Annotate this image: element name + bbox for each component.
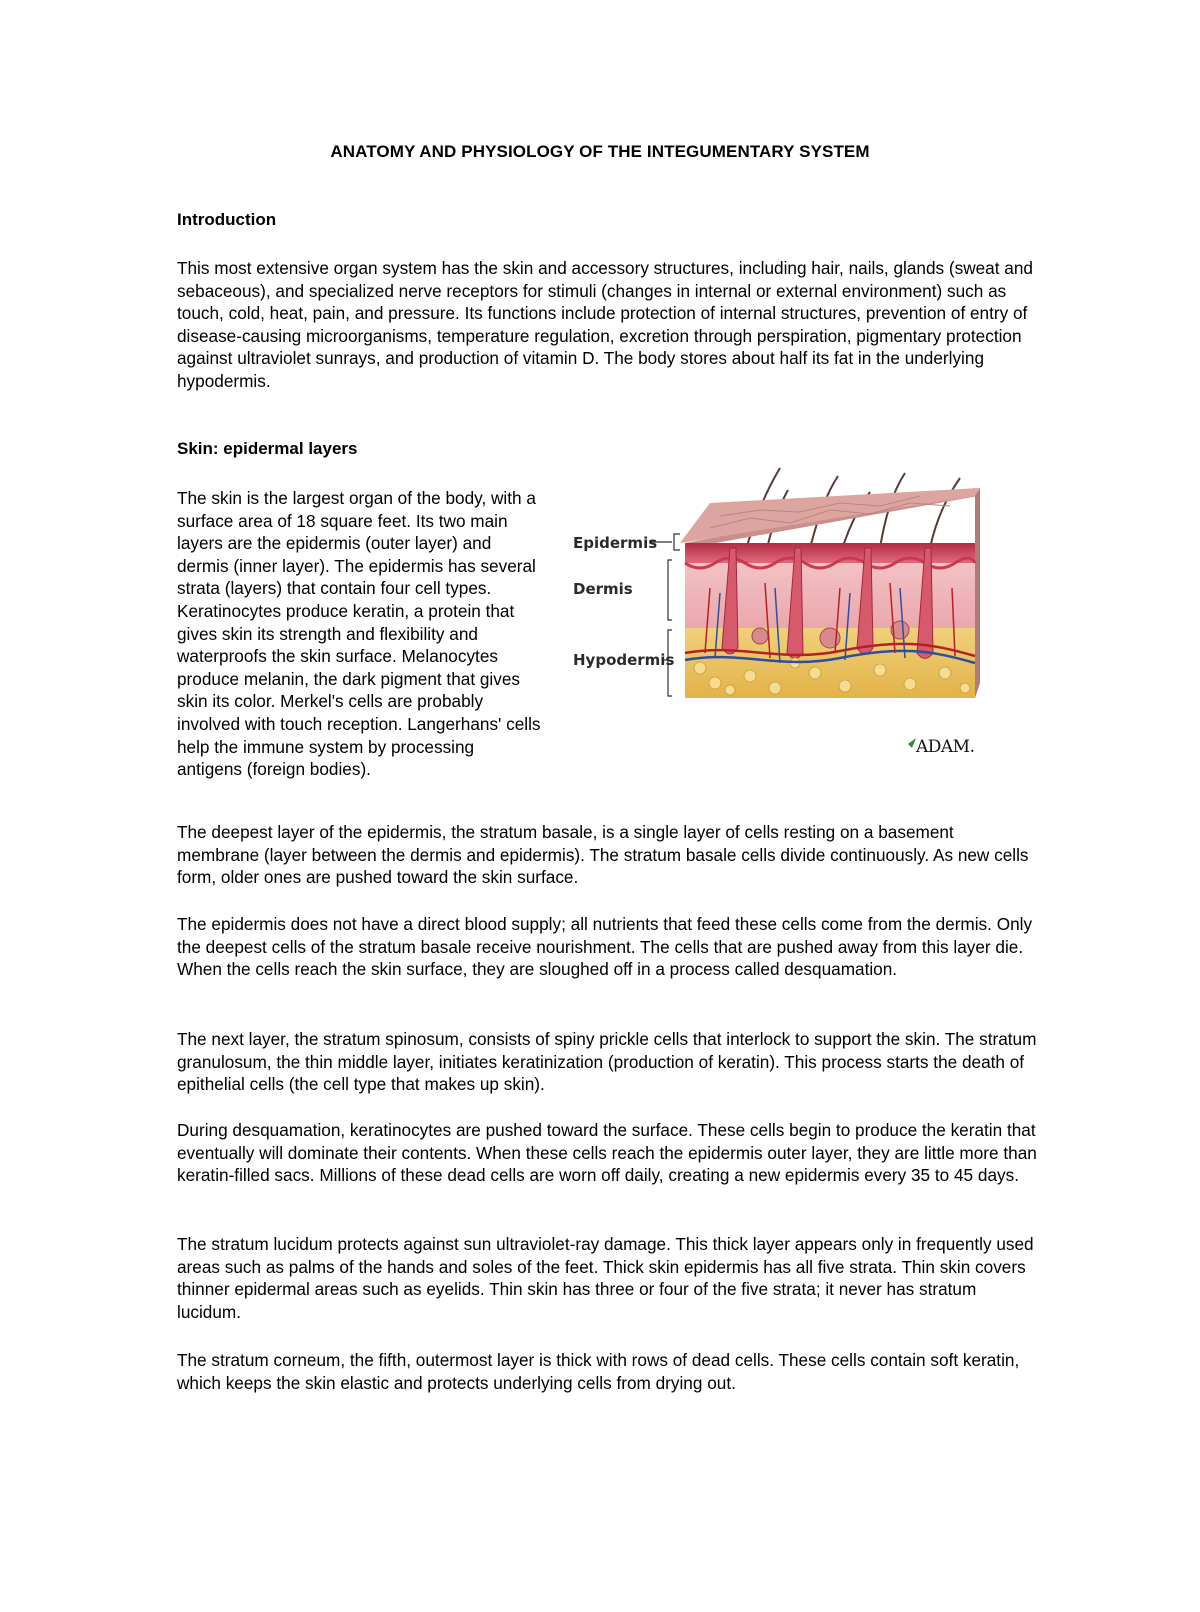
nourishment-paragraph: The epidermis does not have a direct blood supply; all nutrients that feed these cells come from the dermis. Only the deepest cells of the stratum basale receive nourishment. The cells that are pushed away from this layer die. When the cells reach the skin surface, they are sloughed off in a process called desquamation. bbox=[177, 914, 1033, 980]
label-hypodermis: Hypodermis bbox=[573, 651, 675, 669]
adam-logo-leaf-icon bbox=[908, 738, 916, 748]
label-epidermis: Epidermis bbox=[573, 534, 658, 552]
skin-diagram bbox=[573, 448, 1020, 778]
label-dermis: Dermis bbox=[573, 580, 633, 598]
skin-section-heading: Skin: epidermal layers bbox=[177, 439, 358, 458]
introduction-paragraph: This most extensive organ system has the skin and accessory structures, including hair, nails, glands (sweat and sebaceous), and specialized nerve receptors for stimuli (changes in internal or external environment) such as touch, cold, heat, pain, and pressure. Its functions include protection of internal structures, prevention of entry of disease-causing microorganisms, temperature regulation, excretion through perspiration, pigmentary protection against ultraviolet sunrays, and production of vitamin D. The body stores about half its fat in the underlying hypodermis. bbox=[177, 258, 1033, 391]
page-title: ANATOMY AND PHYSIOLOGY OF THE INTEGUMENTARY SYSTEM bbox=[330, 142, 870, 161]
skin-side-face bbox=[975, 488, 980, 698]
stratum-lucidum-paragraph: The stratum lucidum protects against sun ultraviolet-ray damage. This thick layer appears only in frequently used areas such as palms of the hands and soles of the feet. Thick skin epidermis has all five strata. Thin skin covers thinner epidermal areas such as eyelids. Thin skin has three or four of the five strata; it never has stratum lucidum. bbox=[177, 1234, 1034, 1322]
introduction-heading: Introduction bbox=[177, 210, 277, 229]
skin-layers-figure bbox=[573, 448, 1020, 778]
desquamation-paragraph: During desquamation, keratinocytes are pushed toward the surface. These cells begin to produce the keratin that eventually will dominate their contents. When these cells reach the epidermis outer layer, they are little more than keratin-filled sacs. Millions of these dead cells are worn off daily, creating a new epidermis every 35 to 45 days. bbox=[177, 1120, 1037, 1186]
skin-intro-paragraph: The skin is the largest organ of the body, with a surface area of 18 square feet. Its two main layers are the epidermis (outer layer) and dermis (inner layer). The epidermis has several strata (layers) that contain four cell types. Keratinocytes produce keratin, a protein that gives skin its strength and flexibility and waterproofs the skin surface. Melanocytes produce melanin, the dark pigment that gives skin its color. Merkel's cells are probably involved with touch reception. Langerhans' cells help the immune system by processing antigens (foreign bodies). bbox=[177, 488, 541, 780]
stratum-spinosum-paragraph: The next layer, the stratum spinosum, consists of spiny prickle cells that interlock to support the skin. The stratum granulosum, the thin middle layer, initiates keratinization (production of keratin). This process starts the death of epithelial cells (the cell type that makes up skin). bbox=[177, 1029, 1037, 1095]
stratum-corneum-paragraph: The stratum corneum, the fifth, outermost layer is thick with rows of dead cells. These cells contain soft keratin, which keeps the skin elastic and protects underlying cells from drying out. bbox=[177, 1350, 1020, 1393]
adam-logo: ADAM. bbox=[916, 737, 975, 757]
stratum-basale-paragraph: The deepest layer of the epidermis, the stratum basale, is a single layer of cells resting on a basement membrane (layer between the dermis and epidermis). The stratum basale cells divide continuously. As new cells form, older ones are pushed toward the skin surface. bbox=[177, 822, 1029, 888]
